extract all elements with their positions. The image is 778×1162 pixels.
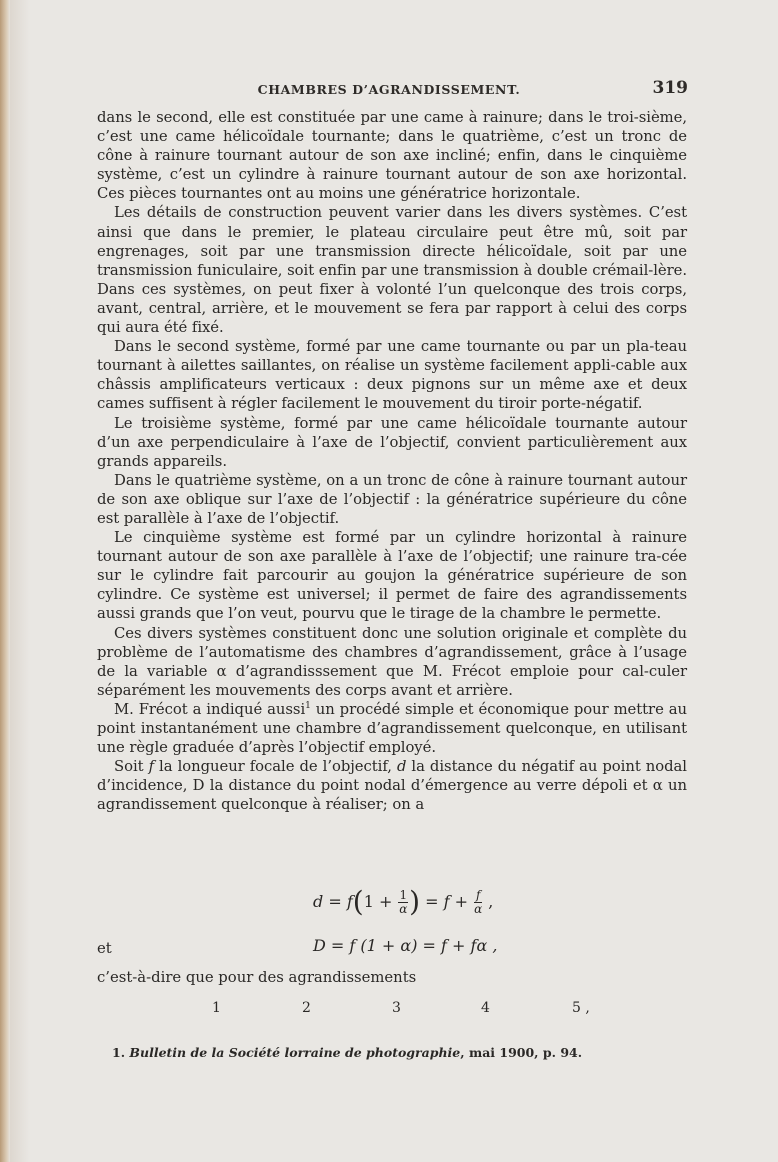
text-run: Soit bbox=[114, 758, 149, 776]
paragraph: dans le second, elle est constituée par une came à rainure; dans le troi-sième, c’est une came hélicoïdale tournante; dans le quatrième, c’est un tronc de cône à rainure tournant autour de son axe incliné; enfin, dans le cinquième système, c’est un cylindre à rainure tournant autour de son axe horizontal. Ces pièces tournantes ont au moins une génératrice horizontale. bbox=[97, 109, 687, 203]
math-operator: = bbox=[323, 892, 347, 911]
formula-D bbox=[97, 930, 687, 970]
text-run: la distance du négatif au point nodal d’incidence, D la distance du point nodal d’émergence au verre dépoli et α un agrandissement quelconque à réaliser; on a bbox=[97, 758, 687, 814]
math-paren: ) bbox=[409, 885, 421, 918]
math-variable: f bbox=[443, 892, 450, 911]
paragraph bbox=[97, 700, 687, 757]
fraction-numerator: f bbox=[475, 888, 481, 902]
paragraph: Dans le second système, formé par une came tournante ou par un pla-teau tournant à ailettes saillantes, on réalise un système facilement appli-cable aux châssis amplificateurs verticaux : deux pignons sur un même axe et deux cames suffisent à régler facilement le mouvement du tiroir porte-négatif. bbox=[97, 338, 687, 413]
footnote-title: Bulletin de la Société lorraine de photographie bbox=[129, 1045, 461, 1060]
formula-d bbox=[97, 885, 687, 925]
footnote-reference[interactable]: 1 bbox=[305, 700, 311, 711]
math-fraction bbox=[474, 889, 482, 916]
fraction-denominator: α bbox=[474, 902, 483, 916]
magnification-value: 5 , bbox=[572, 1000, 590, 1016]
magnification-value: 4 bbox=[481, 1000, 490, 1016]
body-text bbox=[97, 108, 687, 814]
magnification-value: 3 bbox=[392, 1000, 401, 1016]
math-fraction bbox=[398, 889, 408, 916]
footnote bbox=[112, 1045, 582, 1060]
math-variable: d bbox=[313, 892, 324, 911]
footnote-number: 1. bbox=[112, 1045, 126, 1060]
paragraph-text: M. Frécot a indiqué aussi bbox=[114, 700, 306, 718]
paragraph: Le troisième système, formé par une came hélicoïdale tournante autour d’un axe perpendiculaire à l’axe de l’objectif, convient particulièrement aux grands appareils. bbox=[97, 414, 687, 470]
formula-expression bbox=[313, 885, 493, 918]
footnote-citation: , mai 1900, p. 94. bbox=[460, 1045, 583, 1060]
fraction-denominator: α bbox=[399, 902, 408, 916]
conjunction-label: et bbox=[97, 940, 112, 957]
gutter-shadow bbox=[10, 0, 30, 1162]
fraction-numerator: 1 bbox=[399, 888, 408, 902]
paragraph: Dans le quatrième système, on a un tronc de cône à rainure tournant autour de son axe oblique sur l’axe de l’objectif : la génératrice supérieure du cône est parallèle à l’axe de l’objectif. bbox=[97, 471, 687, 527]
math-term: 1 + bbox=[363, 892, 398, 911]
text-line: c’est-à-dire que pour des agrandissements bbox=[97, 969, 417, 986]
math-variable: f bbox=[148, 758, 155, 776]
math-operator: = bbox=[420, 892, 444, 911]
math-punctuation: , bbox=[483, 892, 494, 911]
text-run: la longueur focale de l’objectif, bbox=[154, 758, 397, 776]
math-operator: + bbox=[449, 892, 474, 911]
book-spine-edge bbox=[0, 0, 10, 1162]
page-header bbox=[90, 78, 688, 102]
magnification-value: 2 bbox=[302, 1000, 311, 1016]
math-variable: f bbox=[346, 892, 353, 911]
paragraph-text: un procédé simple et économique pour mettre au point instantanément une chambre d’agrandissement quelconque, en utilisant une règle graduée d’après l’objectif employé. bbox=[97, 700, 687, 757]
formula-expression: D = f (1 + α) = f + fα , bbox=[313, 936, 498, 955]
paragraph bbox=[97, 757, 687, 814]
paragraph: Ces divers systèmes constituent donc une solution originale et complète du problème de l’automatisme des chambres d’agrandissement, grâce à l’usage de la variable α d’agrandisssement que M. Frécot emploie pour cal-culer séparément les mouvements des corps avant et arrière. bbox=[97, 624, 687, 699]
running-head: CHAMBRES D’AGRANDISSEMENT. bbox=[257, 82, 521, 97]
math-paren: ( bbox=[352, 885, 364, 918]
paragraph: Le cinquième système est formé par un cylindre horizontal à rainure tournant autour de son axe parallèle à l’axe de l’objectif; une rainure tra-cée sur le cylindre fait parcourir au goujon la génératrice supérieure de son cylindre. Ce système est universel; il permet de faire des agrandissements aussi grands que l’on veut, pourvu que le tirage de la chambre le permette. bbox=[97, 529, 687, 623]
math-variable: d bbox=[396, 758, 407, 776]
paragraph: Les détails de construction peuvent varier dans les divers systèmes. C’est ainsi que dans le premier, le plateau circulaire peut être mû, soit par engrenages, soit par une transmission directe hélicoïdale, soit par une transmission funiculaire, soit enfin par une transmission à double crémail-lère. Dans ces systèmes, on peut fixer à volonté l’un quelconque des trois corps, avant, central, arrière, et le mouvement se fera par rapport à celui des corps qui aura été fixé. bbox=[97, 204, 687, 337]
magnification-value: 1 bbox=[212, 1000, 221, 1016]
page-number: 319 bbox=[652, 78, 688, 98]
